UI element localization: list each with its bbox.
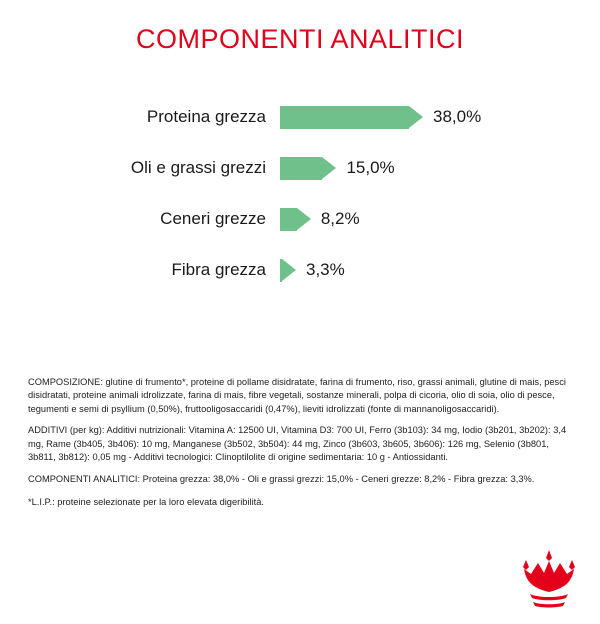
page-title: COMPONENTI ANALITICI [135,24,465,54]
royal-canin-crown-logo [520,548,578,610]
additives-paragraph: ADDITIVI (per kg): Additivi nutrizionali: Vitamina A: 12500 UI, Vitamina D3: 700 UI, Ferro (3b103): 34 mg, Iodio (3b201, 3b202): 3,4 mg, Rame (3b405, 3b406): 10 mg, Manganese (3b502, 3b504): 44 mg, Zinco (3b603, 3b605, 3b606): 126 mg, Selenio (3b801, 3b811, 3b812): 0,05 mg - Additivi tecnologici: Clinoptilolite di origine sedimentaria: 10 g - Antiossidanti. [28,425,567,463]
lip-note: *L.I.P.: proteine selezionate per la loro elevata digeribilità. [28,497,265,508]
bar-value: 8,2% [320,209,360,228]
bar-tip [409,106,423,128]
bar-value: 38,0% [433,107,482,126]
composition-label: COMPOSIZIONE: [28,377,103,387]
bar-label: Proteina grezza [146,107,266,126]
bar-label: Oli e grassi grezzi [130,158,266,177]
bar-label: Fibra grezza [171,260,266,279]
bar-tip [322,157,336,179]
chart-row [28,246,566,294]
bar-value: 3,3% [306,260,345,279]
bar-wrap [280,208,566,231]
chart-row [28,195,566,243]
chart-row [28,144,566,192]
bar-value: 15,0% [346,158,395,177]
bar-wrap [280,157,566,180]
bar-oli-e-grassi-grezzi [280,157,336,180]
bar-proteina-grezza [280,106,423,129]
composition-block [28,376,576,518]
bar-tip [282,259,296,281]
composition-paragraph [28,376,576,416]
bar-tip [297,208,311,230]
page-root [0,24,600,624]
analytical-constituents-chart [0,93,600,294]
bar-body [280,208,297,231]
bar-fibra-grezza [280,259,296,282]
bar-label: Ceneri grezze [160,209,266,228]
chart-row [28,93,566,141]
composition-text: glutine di frumento*, proteine di pollame disidratate, farina di frumento, riso, grassi animali, glutine di mais, pesci disidratati, proteine animali idrolizzate, farina di mais, fibre vegetali, sostanze minerali, polpa di cicoria, olio di soia, olio di pesce, tegumenti e semi di psyllium (0,50%), fruttooligosaccaridi (0,47%), lieviti idrolizzati (fonte di mannanoligosaccaridi). [28,377,566,414]
bar-ceneri-grezze [280,208,311,231]
bar-body [280,157,322,180]
bar-body [280,106,409,129]
bar-wrap [280,259,566,282]
analytical-constituents-paragraph: COMPONENTI ANALITICI: Proteina grezza: 38,0% - Oli e grassi grezzi: 15,0% - Ceneri grezze: 8,2% - Fibra grezza: 3,3%. [28,473,535,484]
bar-wrap [280,106,566,129]
